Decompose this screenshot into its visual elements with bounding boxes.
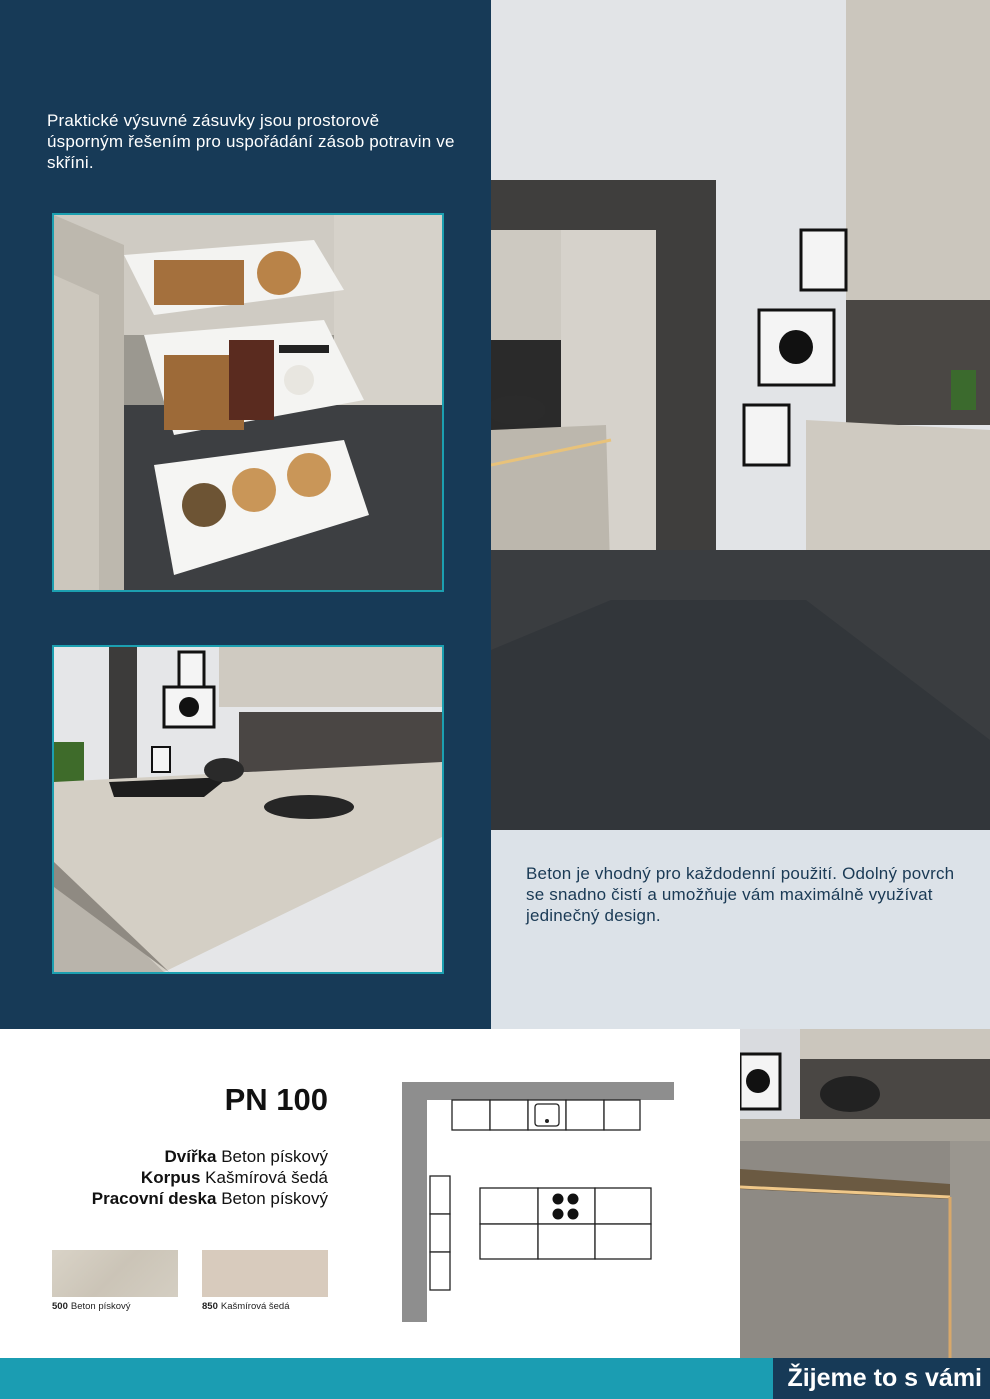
cabinet [566, 1100, 604, 1130]
island-cabinet [538, 1224, 595, 1259]
swatch-label-kasmirova [202, 1301, 290, 1312]
spec-row-korpus [20, 1167, 328, 1188]
cabinet [430, 1252, 450, 1290]
info-panel [491, 830, 990, 1029]
detail-photo [740, 1029, 990, 1359]
cabinet [452, 1100, 490, 1130]
navy-panel [0, 0, 491, 1029]
color-swatch-beton [52, 1250, 178, 1297]
swatch-code: 850 [202, 1301, 218, 1312]
swatch-name: Kašmírová šedá [220, 1301, 290, 1312]
island-cabinet [595, 1188, 651, 1224]
swatch-code: 500 [52, 1301, 68, 1312]
spec-label: Pracovní deska [91, 1189, 217, 1208]
spec-list [20, 1146, 328, 1209]
swatch-name: Beton pískový [70, 1301, 131, 1312]
cooktop-cabinet [538, 1188, 595, 1224]
cabinet [430, 1214, 450, 1252]
kitchen-photo [491, 0, 990, 830]
intro-text: Praktické výsuvné zásuvky jsou prostorově úsporným řešením pro uspořádání zásob potravin ve skříni. [47, 111, 455, 172]
spec-value: Kašmírová šedá [205, 1168, 328, 1187]
spec-label: Korpus [140, 1168, 201, 1187]
tagline-box [773, 1358, 990, 1399]
island-cabinet [595, 1224, 651, 1259]
drain-icon [545, 1119, 549, 1123]
swatch-label-beton [52, 1301, 131, 1312]
beton-text: Beton je vhodný pro každodenní použití. Odolný povrch se snadno čistí a umožňuje vám maximálně využívat jedinečný design. [526, 864, 955, 925]
spec-label: Dvířka [164, 1147, 217, 1166]
cabinet [604, 1100, 640, 1130]
model-title: PN 100 [224, 1082, 328, 1117]
footer-tagline: Žijeme to s vámi [787, 1364, 982, 1392]
spec-row-pracovni-deska [20, 1188, 328, 1209]
island-cabinet [480, 1188, 538, 1224]
footer-bar [0, 1358, 990, 1399]
spec-row-dvirka [20, 1146, 328, 1167]
drawers-photo [52, 213, 444, 592]
spec-value: Beton pískový [221, 1147, 328, 1166]
cabinet [430, 1176, 450, 1214]
cabinet [490, 1100, 528, 1130]
color-swatch-kasmirova [202, 1250, 328, 1297]
floor-plan-diagram [400, 1080, 676, 1324]
island-cabinet [480, 1224, 538, 1259]
spec-value: Beton pískový [221, 1189, 328, 1208]
island-photo [52, 645, 444, 974]
